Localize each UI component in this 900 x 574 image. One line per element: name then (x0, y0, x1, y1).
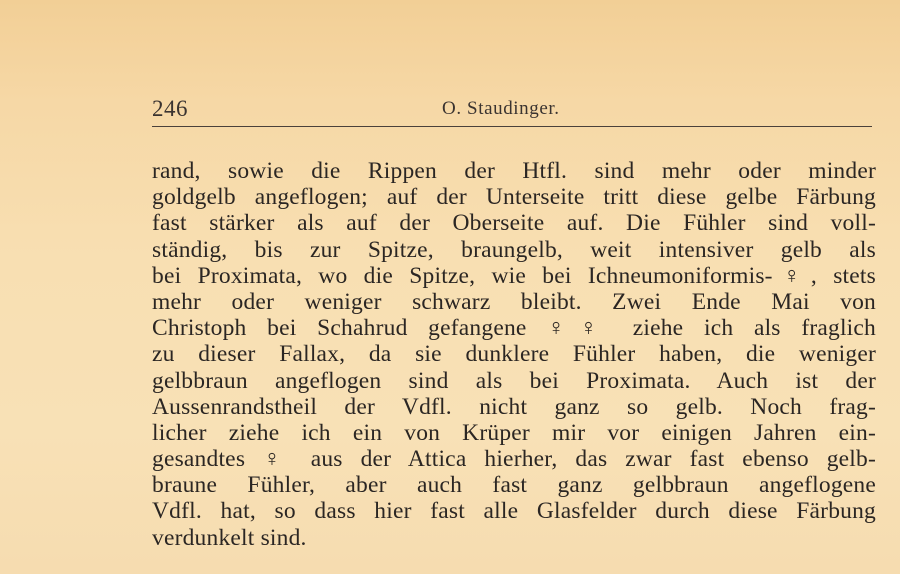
text-line: Vdfl. hat, so dass hier fast alle Glasfelder durch diese Färbung (152, 498, 876, 525)
text-line: bei Proximata, wo die Spitze, wie bei Ichneumoniformis-♀, stets (152, 262, 876, 289)
text-line: licher ziehe ich ein von Krüper mir vor einigen Jahren ein- (152, 419, 876, 446)
text-line: fast stärker als auf der Oberseite auf. Die Fühler sind voll- (152, 210, 876, 237)
header-rule (152, 126, 872, 127)
running-head (152, 96, 872, 128)
text-line: Aussenrandstheil der Vdfl. nicht ganz so gelb. Noch frag- (152, 393, 876, 420)
text-line: goldgelb angeflogen; auf der Unterseite tritt diese gelbe Färbung (152, 184, 876, 211)
text-line: gelbbraun angeflogen sind als bei Proximata. Auch ist der (152, 367, 876, 394)
text-line: verdunkelt sind. (152, 524, 307, 551)
text-line: Christoph bei Schahrud gefangene ♀♀ ziehe ich als fraglich (152, 315, 876, 342)
page-number: 246 (152, 96, 188, 121)
text-line: ständig, bis zur Spitze, braungelb, weit intensiver gelb als (152, 236, 876, 263)
text-line: braune Fühler, aber auch fast ganz gelbbraun angeflogene (152, 472, 876, 499)
text-line: gesandtes ♀ aus der Attica hierher, das zwar fast ebenso gelb- (152, 446, 876, 473)
running-head-author: O. Staudinger. (442, 98, 560, 119)
text-line: rand, sowie die Rippen der Htfl. sind mehr oder minder (152, 158, 876, 184)
text-line: zu dieser Fallax, da sie dunklere Fühler haben, die weniger (152, 341, 876, 368)
body-text (152, 158, 876, 551)
text-line: mehr oder weniger schwarz bleibt. Zwei Ende Mai von (152, 288, 876, 315)
